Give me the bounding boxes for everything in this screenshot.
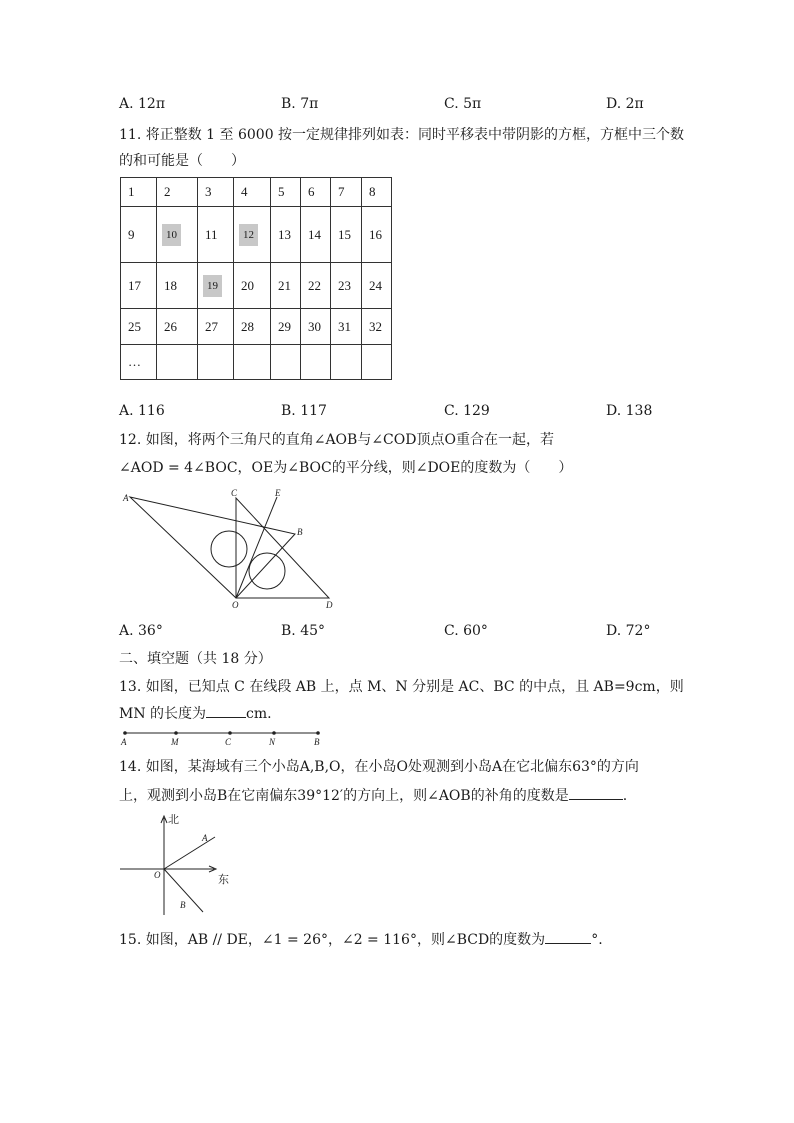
grid-cell: 4: [234, 178, 271, 207]
q14-text-post: .: [622, 788, 628, 804]
label-o: O: [154, 870, 161, 880]
grid-cell: 23: [331, 263, 362, 309]
q13-segment-figure: [118, 726, 328, 748]
grid-row: [121, 178, 392, 207]
triangle-aob: [130, 497, 295, 598]
grid-cell: …: [121, 345, 157, 380]
point-c: [228, 731, 232, 735]
ray-oe: [236, 497, 277, 598]
q14-text-pre: 上，观测到小岛B在它南偏东39°12′的方向上，则∠AOB的补角的度数是: [119, 788, 569, 804]
grid-cell: 2: [157, 178, 198, 207]
grid-cell: [198, 345, 234, 380]
grid-cell: 8: [362, 178, 392, 207]
label-d: D: [326, 600, 333, 610]
q11-text-line2: 的和可能是（ ）: [119, 153, 245, 169]
q14-answer-blank[interactable]: [569, 787, 623, 800]
grid-cell: 5: [271, 178, 301, 207]
point-m: [174, 731, 178, 735]
label-b: B: [297, 527, 303, 537]
q12-option-b: B. 45°: [281, 623, 326, 639]
grid-cell: 27: [198, 309, 234, 345]
q10-option-a: A. 12π: [119, 96, 166, 112]
grid-cell: 28: [234, 309, 271, 345]
point-b: [316, 731, 320, 735]
q15-text: [119, 929, 603, 949]
point-n: [272, 731, 276, 735]
grid-cell: 25: [121, 309, 157, 345]
grid-cell: [362, 345, 392, 380]
grid-cell: 17: [121, 263, 157, 309]
label-b: B: [314, 737, 320, 747]
grid-cell: [331, 345, 362, 380]
grid-cell: [234, 345, 271, 380]
q13-text-line1: 13. 如图，已知点 C 在线段 AB 上，点 M、N 分别是 AC、BC 的中点，且 AB=9cm，则: [119, 679, 684, 695]
grid-cell: 31: [331, 309, 362, 345]
grid-cell-shaded: [157, 207, 198, 263]
grid-cell: 15: [331, 207, 362, 263]
triangle-hole-circle: [211, 531, 247, 567]
q11-option-d: D. 138: [606, 403, 653, 419]
q11-text-line1: 11. 将正整数 1 至 6000 按一定规律排列如表：同时平移表中带阴影的方框，方框中三个数: [119, 127, 685, 143]
grid-row: [121, 263, 392, 309]
shaded-box: 12: [239, 224, 258, 246]
grid-cell: 7: [331, 178, 362, 207]
grid-cell: 32: [362, 309, 392, 345]
q12-text-line2: ∠AOD = 4∠BOC，OE为∠BOC的平分线，则∠DOE的度数为（ ）: [119, 460, 573, 476]
q12-triangles-figure: [115, 485, 350, 615]
q11-option-c: C. 129: [444, 403, 490, 419]
label-a: A: [202, 833, 208, 843]
shaded-box: 19: [203, 275, 222, 297]
grid-cell: [157, 345, 198, 380]
q14-compass-figure: [118, 810, 238, 920]
grid-cell: 6: [301, 178, 331, 207]
grid-cell: 18: [157, 263, 198, 309]
grid-row: [121, 345, 392, 380]
q13-text-line2: [119, 703, 272, 723]
grid-cell: 1: [121, 178, 157, 207]
point-a: [123, 731, 127, 735]
q13-text-pre: MN 的长度为: [119, 706, 207, 722]
q15-text-pre: 15. 如图，AB // DE，∠1 = 26°，∠2 = 116°，则∠BCD的度数为: [119, 932, 546, 948]
grid-cell: 22: [301, 263, 331, 309]
grid-row: [121, 207, 392, 263]
q12-option-d: D. 72°: [606, 623, 651, 639]
grid-cell: [301, 345, 331, 380]
grid-cell: 3: [198, 178, 234, 207]
grid-cell: 24: [362, 263, 392, 309]
triangle-hole-circle: [249, 553, 285, 589]
grid-cell: [271, 345, 301, 380]
grid-cell: 26: [157, 309, 198, 345]
grid-cell: 29: [271, 309, 301, 345]
q15-answer-blank[interactable]: [545, 931, 591, 944]
grid-cell: 9: [121, 207, 157, 263]
q14-text-line1: 14. 如图，某海域有三个小岛A,B,O，在小岛O处观测到小岛A在它北偏东63°的方向: [119, 759, 639, 775]
q12-option-a: A. 36°: [119, 623, 163, 639]
q10-option-b: B. 7π: [281, 96, 319, 112]
q10-option-c: C. 5π: [444, 96, 482, 112]
q11-option-a: A. 116: [119, 403, 165, 419]
label-a: A: [121, 737, 127, 747]
label-a: A: [123, 493, 129, 503]
q13-text-post: cm.: [246, 706, 272, 722]
grid-cell: 16: [362, 207, 392, 263]
label-n: N: [269, 737, 276, 747]
grid-cell: 14: [301, 207, 331, 263]
shaded-box: 10: [162, 224, 181, 246]
grid-cell-shaded: [234, 207, 271, 263]
label-m: M: [171, 737, 179, 747]
q10-option-d: D. 2π: [606, 96, 644, 112]
label-east: 东: [218, 873, 229, 886]
grid-cell: 30: [301, 309, 331, 345]
grid-cell: 11: [198, 207, 234, 263]
q11-option-b: B. 117: [281, 403, 327, 419]
label-north: 北: [168, 813, 179, 826]
grid-row: [121, 309, 392, 345]
grid-cell: 20: [234, 263, 271, 309]
q12-option-c: C. 60°: [444, 623, 488, 639]
label-o: O: [232, 600, 239, 610]
label-b: B: [180, 900, 186, 910]
grid-cell-shaded: [198, 263, 234, 309]
grid-cell: 13: [271, 207, 301, 263]
q12-text-line1: 12. 如图，将两个三角尺的直角∠AOB与∠COD顶点O重合在一起，若: [119, 432, 554, 448]
q15-text-post: °.: [591, 932, 603, 948]
label-c: C: [225, 737, 232, 747]
q14-text-line2: [119, 785, 627, 805]
label-e: E: [275, 488, 281, 498]
section-heading: 二、填空题（共 18 分）: [119, 651, 272, 667]
number-grid: [120, 177, 392, 380]
label-c: C: [231, 488, 238, 498]
grid-cell: 21: [271, 263, 301, 309]
q13-answer-blank[interactable]: [206, 705, 246, 718]
